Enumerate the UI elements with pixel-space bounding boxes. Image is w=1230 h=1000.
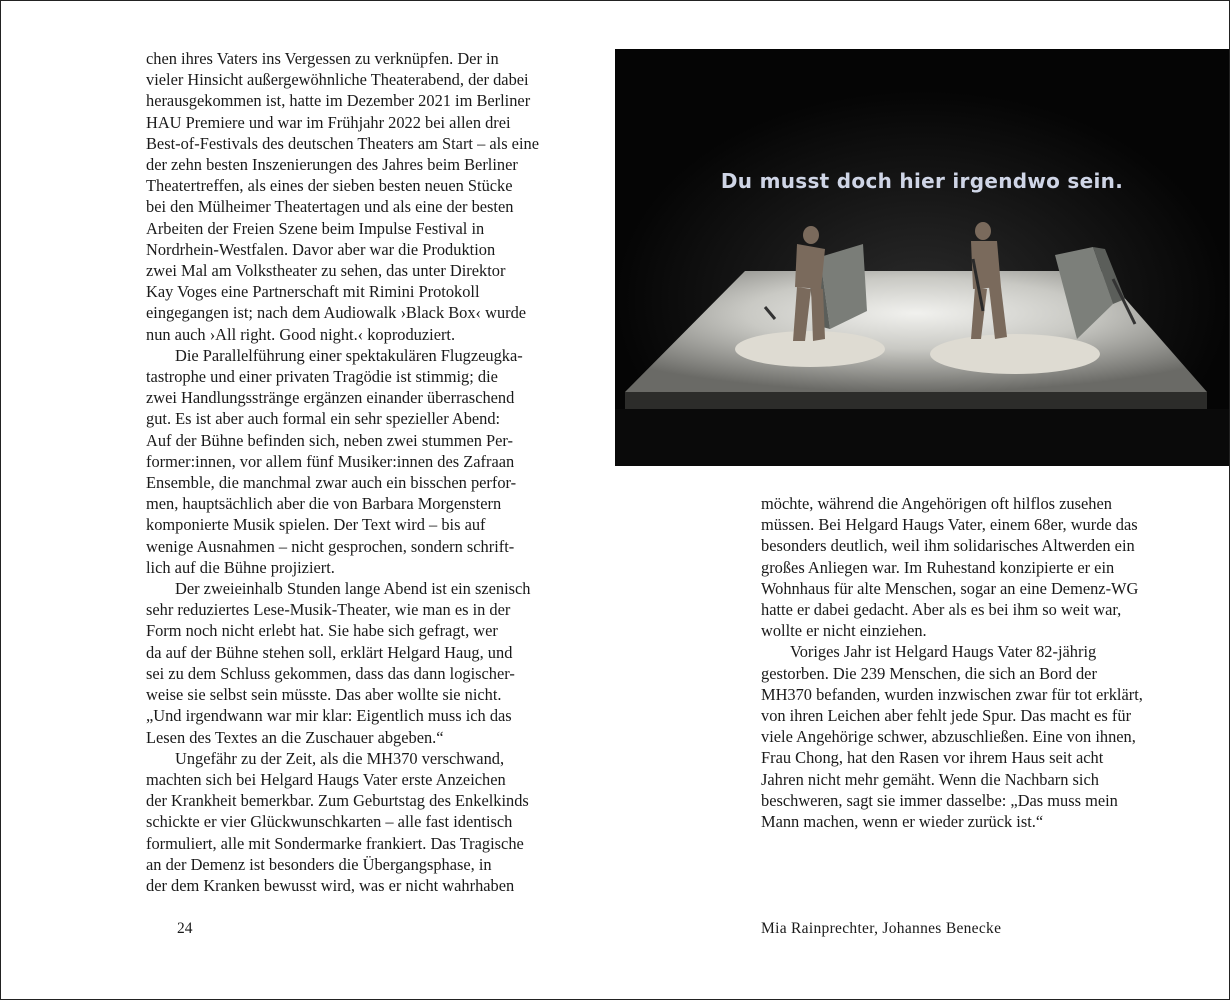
- text-line: Jahren nicht mehr gemäht. Wenn die Nachbarn sich: [761, 769, 1099, 789]
- paragraph: [761, 493, 1186, 641]
- text-line: chen ihres Vaters ins Vergessen zu verknüpfen. Der in: [146, 49, 499, 68]
- text-line: „Und irgendwann war mir klar: Eigentlich muss ich das: [146, 706, 512, 726]
- text-line: an der Demenz ist besonders die Übergangsphase, in: [146, 854, 492, 874]
- text-line: Kay Voges eine Partnerschaft mit Rimini Protokoll: [146, 282, 480, 302]
- text-line: gestorben. Die 239 Menschen, die sich an Bord der: [761, 663, 1097, 683]
- running-footer: Mia Rainprechter, Johannes Benecke: [761, 920, 1002, 937]
- text-line: sei zu dem Schluss gekommen, dass das dann logischer-: [146, 663, 515, 683]
- text-line: Ungefähr zu der Zeit, als die MH370 verschwand,: [175, 748, 505, 768]
- text-line: bei den Mülheimer Theatertagen und als eine der besten: [146, 197, 514, 217]
- text-line: viele Angehörige schwer, abzuschließen. Eine von ihnen,: [761, 727, 1136, 747]
- text-line: lich auf die Bühne projiziert.: [146, 557, 335, 577]
- text-line: weise sie selbst sein müsste. Das aber wollte sie nicht.: [146, 685, 502, 705]
- text-line: müssen. Bei Helgard Haugs Vater, einem 68er, wurde das: [761, 515, 1138, 535]
- paragraph: [761, 641, 1186, 832]
- text-line: Voriges Jahr ist Helgard Haugs Vater 82-jährig: [790, 642, 1097, 662]
- text-line: herausgekommen ist, hatte im Dezember 2021 im Berliner: [146, 91, 531, 111]
- paragraph: [146, 48, 571, 345]
- text-line: komponierte Musik spielen. Der Text wird – bis auf: [146, 515, 486, 535]
- stage-photo: [615, 49, 1229, 466]
- text-line: men, hauptsächlich aber die von Barbara Morgenstern: [146, 494, 502, 514]
- text-line: gut. Es ist aber auch formal ein sehr spezieller Abend:: [146, 409, 501, 429]
- left-text-column: [146, 48, 571, 896]
- text-line: Theatertreffen, als eines der sieben besten neuen Stücke: [146, 176, 513, 196]
- stage-photo-illustration: [615, 49, 1229, 466]
- right-text-column: [761, 493, 1186, 832]
- text-line: wenige Ausnahmen – nicht gesprochen, sondern schrift-: [146, 536, 515, 556]
- text-line: der zehn besten Inszenierungen des Jahres beim Berliner: [146, 155, 518, 175]
- text-line: möchte, während die Angehörigen oft hilflos zusehen: [761, 494, 1112, 513]
- text-line: sehr reduziertes Lese-Musik-Theater, wie man es in der: [146, 600, 511, 620]
- projected-text: Du musst doch hier irgendwo sein.: [720, 169, 1124, 193]
- text-line: tastrophe und einer privaten Tragödie ist stimmig; die: [146, 367, 498, 387]
- text-line: Wohnhaus für alte Menschen, sogar an eine Demenz-WG: [761, 578, 1139, 598]
- text-line: Mann machen, wenn er wieder zurück ist.“: [761, 812, 1044, 832]
- page-number: 24: [177, 920, 193, 937]
- text-line: Best-of-Festivals des deutschen Theaters am Start – als eine: [146, 133, 539, 153]
- paragraph: [146, 748, 571, 896]
- text-line: Lesen des Textes an die Zuschauer abgeben.“: [146, 727, 444, 747]
- text-line: formuliert, alle mit Sondermarke frankiert. Das Tragische: [146, 833, 524, 853]
- text-line: beschweren, sagt sie immer dasselbe: „Das muss mein: [761, 790, 1118, 810]
- text-line: wollte er nicht einziehen.: [761, 621, 927, 641]
- text-line: Der zweieinhalb Stunden lange Abend ist ein szenisch: [175, 579, 531, 599]
- text-line: zwei Handlungsstränge ergänzen einander überraschend: [146, 388, 515, 408]
- text-line: eingegangen ist; nach dem Audiowalk ›Black Box‹ wurde: [146, 303, 527, 323]
- text-line: MH370 befanden, wurden inzwischen zwar für tot erklärt,: [761, 684, 1143, 704]
- text-line: großes Anliegen war. Im Ruhestand konzipierte er ein: [761, 557, 1115, 577]
- text-line: machten sich bei Helgard Haugs Vater erste Anzeichen: [146, 769, 506, 789]
- text-line: der Krankheit bemerkbar. Zum Geburtstag des Enkelkinds: [146, 791, 529, 811]
- text-line: Form noch nicht erlebt hat. Sie habe sich gefragt, wer: [146, 621, 498, 641]
- text-line: Nordrhein-Westfalen. Davor aber war die Produktion: [146, 239, 496, 259]
- text-line: Auf der Bühne befinden sich, neben zwei stummen Per-: [146, 430, 513, 450]
- text-line: Frau Chong, hat den Rasen vor ihrem Haus seit acht: [761, 748, 1104, 768]
- text-line: Die Parallelführung einer spektakulären Flugzeugka-: [175, 345, 523, 365]
- text-line: nun auch ›All right. Good night.‹ koproduziert.: [146, 324, 456, 344]
- text-line: Ensemble, die manchmal zwar auch ein bisschen perfor-: [146, 473, 517, 493]
- text-line: zwei Mal am Volkstheater zu sehen, das unter Direktor: [146, 261, 506, 281]
- text-line: HAU Premiere und war im Frühjahr 2022 bei allen drei: [146, 112, 511, 132]
- text-line: da auf der Bühne stehen soll, erklärt Helgard Haug, und: [146, 642, 513, 662]
- paragraph: [146, 578, 571, 748]
- text-line: former:innen, vor allem fünf Musiker:innen des Zafraan: [146, 451, 515, 471]
- text-line: hatte er dabei gedacht. Aber als es bei ihm so weit war,: [761, 600, 1122, 620]
- text-line: der dem Kranken bewusst wird, was er nicht wahrhaben: [146, 875, 515, 895]
- paragraph: [146, 345, 571, 578]
- text-line: vieler Hinsicht außergewöhnliche Theaterabend, der dabei: [146, 70, 529, 90]
- text-line: Arbeiten der Freien Szene beim Impulse Festival in: [146, 218, 485, 238]
- text-line: von ihren Leichen aber fehlt jede Spur. Das macht es für: [761, 706, 1132, 726]
- text-line: schickte er vier Glückwunschkarten – alle fast identisch: [146, 812, 513, 832]
- text-line: besonders deutlich, weil ihm solidarisches Altwerden ein: [761, 536, 1135, 556]
